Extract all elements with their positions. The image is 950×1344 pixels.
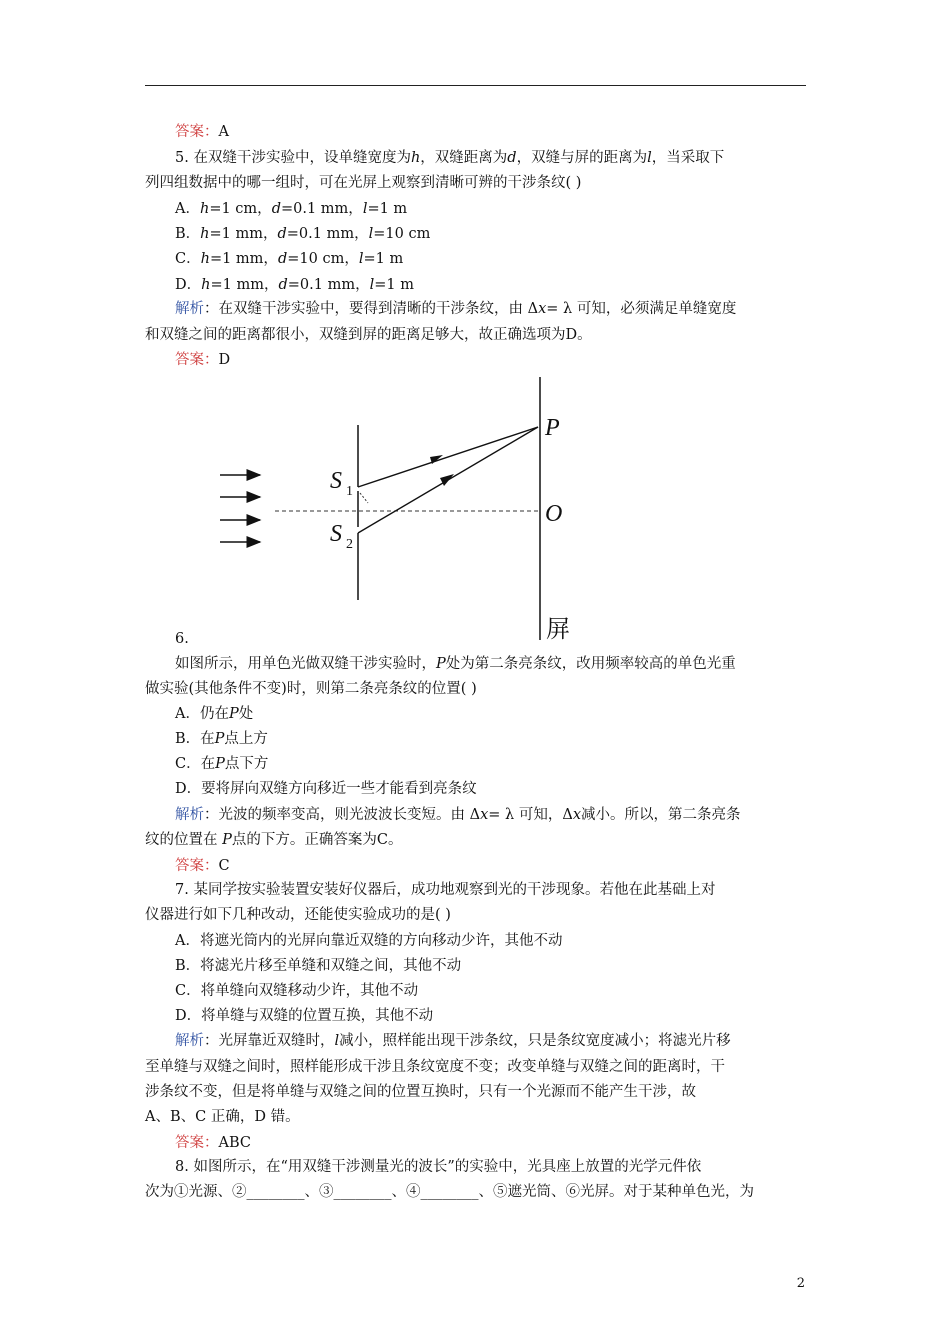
answer-value: ABC: [218, 1135, 251, 1151]
q6-stem-line2: 做实验(其他条件不变)时，则第二条亮条纹的位置( ): [145, 681, 477, 697]
q7-stem-line1: 7. 某同学按实验装置安装好仪器后，成功地观察到光的干涉现象。若他在此基础上对: [175, 882, 716, 898]
q7-option-c: C．将单缝向双缝移动少许，其他不动: [175, 983, 419, 999]
q6-option-b: B．在P点上方: [175, 731, 268, 747]
q4-answer-line: [175, 122, 810, 142]
q6-number: 6.: [175, 631, 189, 647]
q7-option-b: B．将滤光片移至单缝和双缝之间，其他不动: [175, 958, 462, 974]
q6-answer-line: [175, 856, 810, 876]
q6-analysis-line2: 纹的位置在 P点的下方。正确答案为C。: [145, 832, 403, 848]
answer-value: D: [218, 352, 231, 368]
label-screen: 屏: [546, 615, 570, 643]
double-slit-diagram: [200, 375, 600, 650]
q6-option-a: A．仍在P处: [175, 706, 254, 722]
label-o: O: [545, 501, 563, 527]
q6-analysis-line1: 解析：光波的频率变高，则光波波长变短。由 Δx= λ 可知，Δx减小。所以，第二条亮条: [175, 807, 741, 823]
answer-value: C: [218, 858, 230, 874]
analysis-label: 解析: [175, 807, 204, 823]
q6-option-c: C．在P点下方: [175, 756, 269, 772]
q7-option-a: A．将遮光筒内的光屏向靠近双缝的方向移动少许，其他不动: [175, 933, 563, 949]
page-number: 2: [796, 1276, 805, 1291]
q7-answer-line: [175, 1133, 810, 1153]
q5-option-a: A．h=1 cm，d=0.1 mm，l=1 m: [175, 201, 408, 217]
label-s2: S: [330, 521, 342, 547]
answer-label: 答案：: [175, 352, 219, 368]
label-s1: S: [330, 468, 342, 494]
q5-stem-line2: 列四组数据中的哪一组时，可在光屏上观察到清晰可辨的干涉条纹( ): [145, 175, 582, 191]
answer-value: A: [218, 124, 229, 140]
q5-option-c: C．h=1 mm，d=10 cm，l=1 m: [175, 251, 404, 267]
q7-analysis-line1: 解析：光屏靠近双缝时，l减小，照样能出现干涉条纹，只是条纹宽度减小；将滤光片移: [175, 1033, 731, 1049]
label-s2-sub: 2: [346, 537, 353, 552]
q8-stem-line2: 次为①光源、②________、③________、④________、⑤遮光筒、⑥光屏。对于某种单色光，为: [145, 1184, 754, 1200]
answer-label: 答案：: [175, 1135, 219, 1151]
analysis-label: 解析: [175, 1033, 204, 1049]
q5-analysis-line2: 和双缝之间的距离都很小，双缝到屏的距离足够大，故正确选项为D。: [145, 327, 592, 343]
q7-stem-line2: 仪器进行如下几种改动，还能使实验成功的是( ): [145, 907, 451, 923]
q7-analysis-line3: 涉条纹不变，但是将单缝与双缝之间的位置互换时，只有一个光源而不能产生干涉，故: [145, 1084, 696, 1100]
q5-analysis-line1: 解析：在双缝干涉实验中，要得到清晰的干涉条纹，由 Δx= λ 可知，必须满足单缝宽度: [175, 301, 737, 317]
q8-stem-line1: 8. 如图所示，在“用双缝干涉测量光的波长”的实验中，光具座上放置的光学元件依: [175, 1159, 702, 1175]
q5-answer-line: [175, 350, 810, 370]
q5-option-b: B．h=1 mm，d=0.1 mm，l=10 cm: [175, 226, 431, 242]
q5-stem-line1: 5. 在双缝干涉实验中，设单缝宽度为h，双缝距离为d，双缝与屏的距离为l，当采取下: [175, 150, 725, 166]
analysis-label: 解析: [175, 301, 204, 317]
q6-option-d: D．要将屏向双缝方向移近一些才能看到亮条纹: [175, 781, 477, 797]
label-s1-sub: 1: [346, 484, 353, 499]
answer-label: 答案：: [175, 858, 219, 874]
path-difference-mark: [360, 493, 368, 503]
answer-label: 答案：: [175, 124, 219, 140]
q7-analysis-line4: A、B、C 正确，D 错。: [145, 1109, 300, 1125]
q7-option-d: D．将单缝与双缝的位置互换，其他不动: [175, 1008, 434, 1024]
header-rule: [145, 85, 806, 86]
label-p: P: [545, 415, 560, 441]
q6-stem-line1: 如图所示，用单色光做双缝干涉实验时，P处为第二条亮条纹，改用频率较高的单色光重: [175, 656, 736, 672]
q5-option-d: D．h=1 mm，d=0.1 mm，l=1 m: [175, 277, 414, 293]
q7-analysis-line2: 至单缝与双缝之间时，照样能形成干涉且条纹宽度不变；改变单缝与双缝之间的距离时，干: [145, 1059, 725, 1075]
